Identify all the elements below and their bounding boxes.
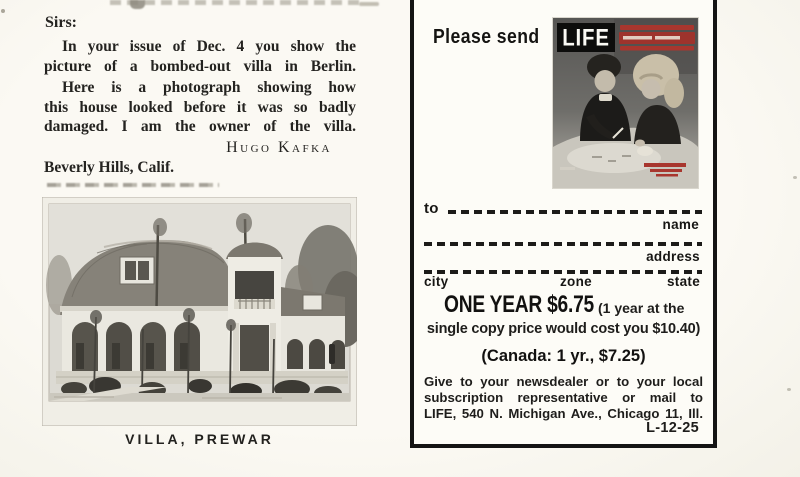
letter-line: picture of a bombed-out villa in Berlin. (44, 57, 356, 75)
instructions-line: LIFE, 540 N. Michigan Ave., Chicago 11, Ill. (424, 406, 703, 422)
letter-line: damaged. I am the owner of the villa. (44, 118, 356, 136)
letter-line: Here is a photograph showing how (62, 79, 356, 97)
city-field-label: city (424, 274, 449, 289)
address-input-line (424, 242, 702, 246)
instructions-line: subscription representative or mail to (424, 390, 703, 406)
letter-line: In your issue of Dec. 4 you show the (62, 38, 356, 55)
cover-date-red-line (656, 174, 678, 177)
cutoff-text-smudge (47, 183, 219, 187)
letter-signature-location: Beverly Hills, Calif. (44, 158, 175, 176)
letter-signature: Hugo Kafka (226, 138, 332, 156)
letter-salutation: Sirs: (45, 14, 77, 31)
cover-headline-red-bar (620, 25, 694, 30)
villa-photo (42, 197, 357, 426)
price-headline: ONE YEAR $6.75 (444, 291, 594, 318)
zone-field-label: zone (560, 274, 592, 289)
name-input-line (448, 210, 702, 214)
coupon-heading: Please send (433, 26, 540, 48)
address-field-label: address (646, 249, 700, 264)
state-field-label: state (666, 274, 700, 289)
life-cover-image (552, 17, 699, 189)
scan-speck (1, 9, 5, 13)
letter-line: this house looked before it was so badly (44, 98, 356, 116)
life-magazine-cover (552, 17, 699, 189)
name-field-label: name (662, 217, 699, 232)
coupon-code: L-12-25 (646, 420, 699, 436)
canada-price: (Canada: 1 yr., $7.25) (481, 347, 646, 365)
cutoff-text-smudge (359, 2, 379, 6)
cover-date-red-line (650, 169, 682, 172)
to-label: to (424, 200, 439, 217)
letter-column (44, 14, 356, 177)
photo-caption: VILLA, PREWAR (125, 431, 274, 447)
scan-speck (793, 176, 797, 179)
city-zone-state-input-line (424, 270, 702, 274)
life-logo: LIFE (562, 23, 610, 51)
cover-subhead-red-bar (620, 46, 694, 51)
scan-speck (787, 388, 791, 391)
price-note-line2: single copy price would cost you $10.40) (426, 321, 701, 337)
cutoff-text-smudge (110, 0, 360, 5)
price-note-inline: (1 year at the (598, 300, 685, 316)
cover-date-red-line (644, 163, 686, 167)
instructions-line: Give to your newsdealer or to your local (424, 374, 703, 389)
mailing-instructions (424, 374, 703, 423)
villa-photo-image (42, 197, 357, 426)
subscription-coupon (410, 0, 717, 448)
cutoff-text-smudge (130, 0, 145, 9)
